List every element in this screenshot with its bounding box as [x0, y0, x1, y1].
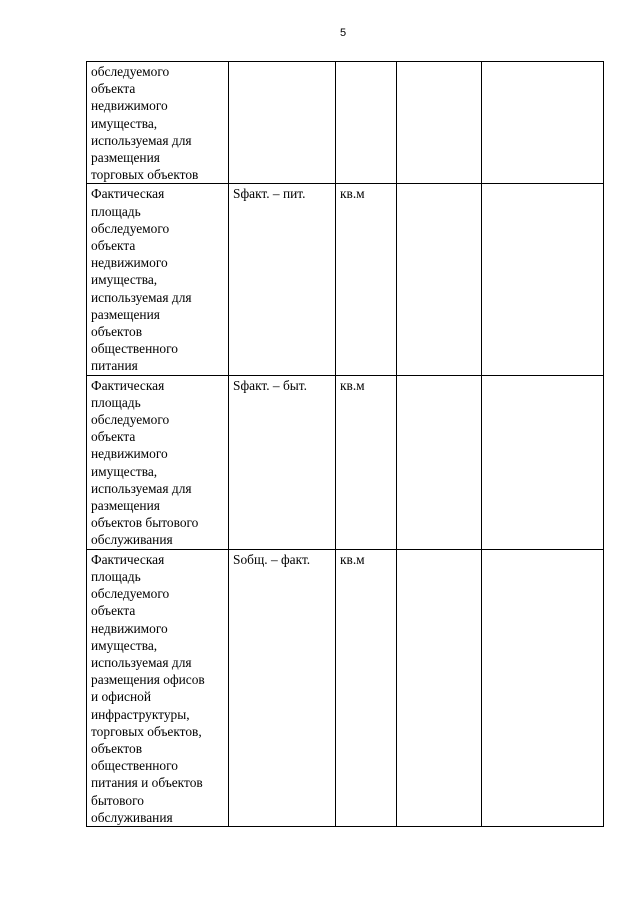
note-cell: [482, 375, 604, 549]
table-row: [87, 184, 604, 375]
table-row: [87, 62, 604, 184]
symbol-cell: Sфакт. – пит.: [229, 184, 336, 375]
table-row: [87, 549, 604, 826]
unit-cell: кв.м: [336, 549, 397, 826]
unit-cell: кв.м: [336, 184, 397, 375]
description-cell: Фактическая площадь обследуемого объекта недвижимого имущества, используемая для размещения офисов и офисной инфраструктуры, торговых объектов, объектов общественного питания и объектов бытового обслуживания: [87, 549, 229, 826]
symbol-cell: Sобщ. – факт.: [229, 549, 336, 826]
value-cell: [397, 375, 482, 549]
value-cell: [397, 549, 482, 826]
value-cell: [397, 62, 482, 184]
symbol-cell: [229, 62, 336, 184]
value-cell: [397, 184, 482, 375]
symbol-cell: Sфакт. – быт.: [229, 375, 336, 549]
data-table: [86, 61, 604, 827]
description-cell: Фактическая площадь обследуемого объекта недвижимого имущества, используемая для размещения объектов бытового обслуживания: [87, 375, 229, 549]
description-cell: Фактическая площадь обследуемого объекта недвижимого имущества, используемая для размещения объектов общественного питания: [87, 184, 229, 375]
unit-cell: кв.м: [336, 375, 397, 549]
note-cell: [482, 184, 604, 375]
note-cell: [482, 549, 604, 826]
description-cell: обследуемого объекта недвижимого имущества, используемая для размещения торговых объектов: [87, 62, 229, 184]
unit-cell: [336, 62, 397, 184]
table-row: [87, 375, 604, 549]
note-cell: [482, 62, 604, 184]
page-number: 5: [339, 27, 347, 39]
